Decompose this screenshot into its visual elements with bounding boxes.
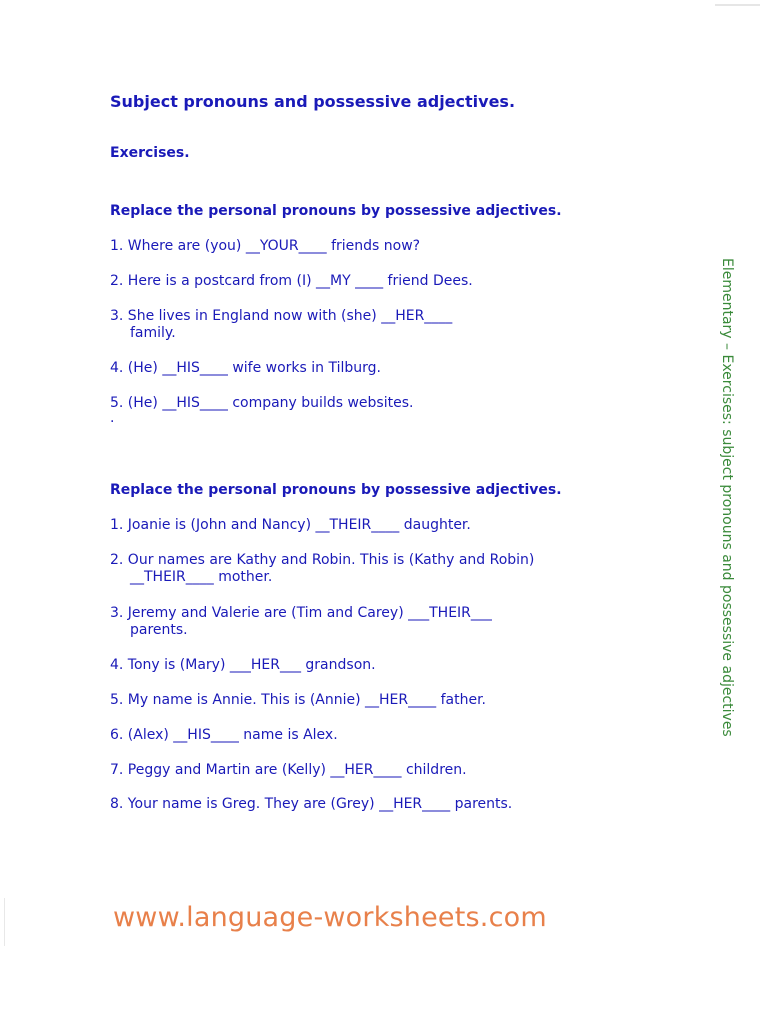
section2-item-1: 1. Joanie is (John and Nancy) __THEIR____ daughter. (110, 517, 471, 533)
section2-item-8: 8. Your name is Greg. They are (Grey) __HER____ parents. (110, 796, 513, 812)
section2-item-6: 6. (Alex) __HIS____ name is Alex. (110, 727, 338, 743)
stray-dot: . (110, 410, 115, 426)
side-label: Elementary – Exercises: subject pronouns and possessive adjectives (719, 258, 735, 737)
section1-item-3: 3. She lives in England now with (she) __HER____ family. (110, 308, 453, 341)
section2-instruction: Replace the personal pronouns by possessive adjectives. (110, 482, 562, 498)
section2-item-3: 3. Jeremy and Valerie are (Tim and Carey) ___THEIR___ parents. (110, 605, 492, 638)
page-title: Subject pronouns and possessive adjectives. (110, 92, 516, 111)
section1-item-4: 4. (He) __HIS____ wife works in Tilburg. (110, 360, 381, 376)
section2-item-5: 5. My name is Annie. This is (Annie) __HER____ father. (110, 692, 486, 708)
section1-item-5: 5. (He) __HIS____ company builds websites. (110, 395, 414, 411)
section2-item-2: 2. Our names are Kathy and Robin. This is (Kathy and Robin) __THEIR____ mother. (110, 552, 535, 585)
section1-instruction: Replace the personal pronouns by possessive adjectives. (110, 203, 562, 219)
page-subtitle: Exercises. (110, 145, 190, 161)
section1-item-1: 1. Where are (you) __YOUR____ friends now? (110, 238, 421, 254)
left-edge-line (4, 898, 5, 946)
section1-item-2: 2. Here is a postcard from (I) __MY ____ friend Dees. (110, 273, 473, 289)
section2-item-7: 7. Peggy and Martin are (Kelly) __HER____ children. (110, 762, 467, 778)
top-rule (715, 4, 760, 6)
footer-url: www.language-worksheets.com (113, 902, 547, 933)
section2-item-4: 4. Tony is (Mary) ___HER___ grandson. (110, 657, 376, 673)
